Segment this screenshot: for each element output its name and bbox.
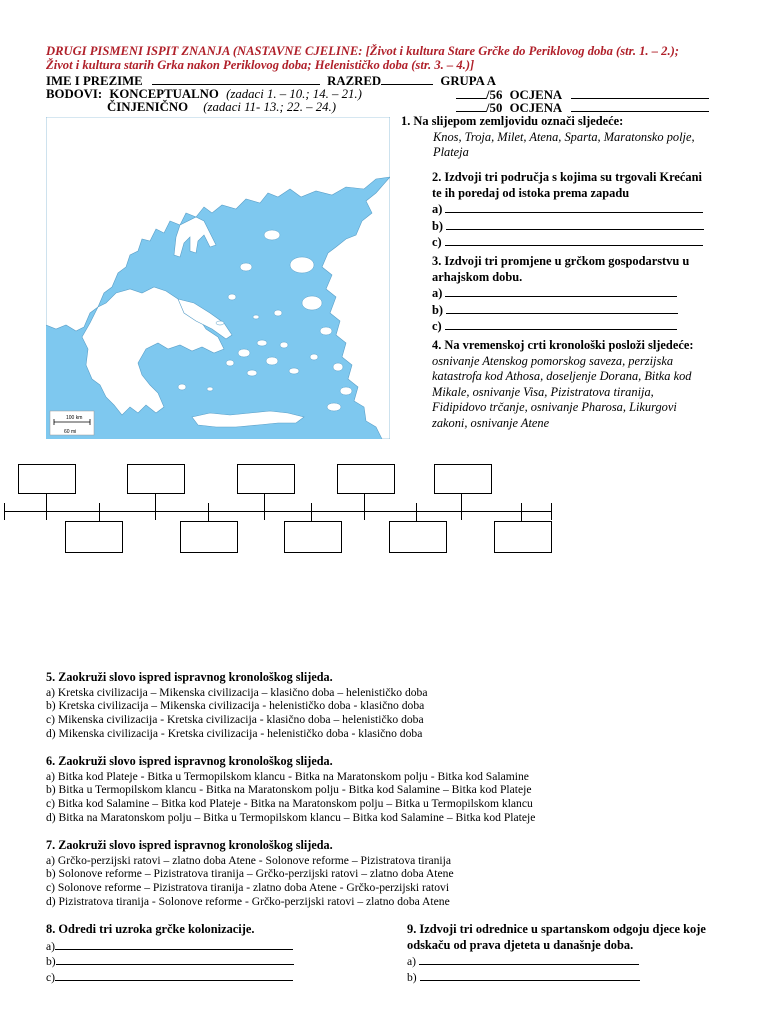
- q5-title: 5. Zaokruži slovo ispred ispravnog kronološkog slijeda.: [46, 670, 333, 684]
- name-label: IME I PREZIME: [46, 74, 143, 88]
- points-row-factual: [107, 100, 336, 115]
- timeline-box-top-1[interactable]: [18, 464, 76, 494]
- timeline-tick: [46, 494, 47, 520]
- conceptual-score-field[interactable]: [456, 87, 486, 99]
- grade-field-2[interactable]: [571, 100, 709, 112]
- timeline-box-bottom-5[interactable]: [494, 521, 552, 553]
- q3-c-field[interactable]: [445, 318, 677, 330]
- timeline: [0, 464, 768, 554]
- timeline-tick: [364, 494, 365, 520]
- class-label: RAZRED: [327, 74, 382, 88]
- q2-a-label: a): [432, 202, 443, 216]
- q7-option-d[interactable]: d) Pizistratova tiranija - Solonove reforme - Grčko-perzijski ratovi – zlatno doba Atene: [46, 894, 450, 908]
- question-2: [432, 170, 732, 251]
- timeline-box-top-3[interactable]: [237, 464, 295, 494]
- q9-title-a: 9. Izdvoji tri odrednice u spartanskom odgoju djece koje: [407, 922, 706, 936]
- q9-b-label: b): [407, 970, 417, 984]
- q8-title: 8. Odredi tri uzroka grčke kolonizacije.: [46, 922, 255, 936]
- question-3: [432, 254, 732, 335]
- q3-b-label: b): [432, 302, 444, 317]
- grade-label-1: OCJENA: [509, 88, 562, 102]
- q9-a-label: a): [407, 955, 417, 968]
- timeline-box-top-5[interactable]: [434, 464, 492, 494]
- q4-items-5: zakoni, osnivanje Atene: [432, 415, 550, 430]
- q2-a-field[interactable]: [445, 201, 703, 213]
- q5-option-b[interactable]: b) Kretska civilizacija – Mikenska civilizacija - helenističko doba - klasično doba: [46, 699, 425, 713]
- timeline-box-bottom-3[interactable]: [284, 521, 342, 553]
- q8-a-field[interactable]: [55, 938, 293, 950]
- timeline-box-bottom-2[interactable]: [180, 521, 238, 553]
- q3-a-field[interactable]: [445, 285, 677, 297]
- q8-b-label: b): [46, 955, 56, 969]
- timeline-tick: [155, 494, 156, 520]
- timeline-axis: [4, 511, 552, 512]
- timeline-box-top-2[interactable]: [127, 464, 185, 494]
- q2-c-field[interactable]: [445, 234, 703, 246]
- header-line-1: DRUGI PISMENI ISPIT ZNANJA (NASTAVNE CJELINE: [Život i kultura Stare Grčke do Periklovog doba (str. 1. – 2.);: [46, 44, 680, 58]
- header-line-2: Život i kultura starih Grka nakon Periklovog doba; Helenističko doba (str. 3. – 4.)]: [46, 58, 475, 72]
- q5-option-d[interactable]: d) Mikenska civilizacija - Kretska civilizacija - helenističko doba - klasično doba: [46, 726, 423, 740]
- factual-label: ČINJENIČNO: [107, 100, 189, 114]
- question-4: [432, 338, 732, 431]
- q3-title-a: 3. Izdvoji tri promjene u grčkom gospodarstvu u: [432, 254, 690, 268]
- timeline-tick: [416, 503, 417, 523]
- factual-score: /50: [486, 101, 503, 115]
- q9-a-field[interactable]: [419, 953, 639, 965]
- timeline-box-bottom-4[interactable]: [389, 521, 447, 553]
- question-7: [46, 838, 726, 909]
- timeline-tick: [264, 494, 265, 520]
- q8-b-field[interactable]: [56, 953, 294, 965]
- q8-c-field[interactable]: [55, 969, 293, 981]
- q7-title: 7. Zaokruži slovo ispred ispravnog kronološkog slijeda.: [46, 838, 333, 852]
- q4-items-4: Fidipidovo trčanje, osnivanje Pharosa, Likurgovi: [432, 400, 677, 414]
- timeline-tick: [4, 503, 5, 520]
- group-label: GRUPA A: [440, 74, 496, 88]
- q4-items-1: osnivanje Atenskog pomorskog saveza, perzijska: [432, 353, 674, 368]
- q7-option-a[interactable]: a) Grčko-perzijski ratovi – zlatno doba Atene - Solonove reforme – Pizistratova tiranija: [46, 853, 452, 867]
- q2-title-b: te ih poredaj od istoka prema zapadu: [432, 185, 630, 200]
- q6-option-c[interactable]: c) Bitka kod Salamine – Bitka kod Plateje - Bitka na Maratonskom polju – Bitka u Termopilskom klancu: [46, 797, 533, 811]
- scale-mi: 60 mi: [64, 429, 77, 435]
- q5-option-a[interactable]: a) Kretska civilizacija – Mikenska civilizacija – klasično doba – helenističko doba: [46, 685, 428, 699]
- q8-a-label: a): [46, 939, 56, 953]
- exam-header: [46, 44, 736, 72]
- conceptual-score: /56: [486, 88, 503, 102]
- timeline-box-top-4[interactable]: [337, 464, 395, 494]
- timeline-tick: [99, 503, 100, 523]
- q5-option-c[interactable]: c) Mikenska civilizacija - Kretska civilizacija - klasično doba – helenističko doba: [46, 713, 424, 727]
- q4-items-2: katastrofa kod Athosa, doseljenje Dorana, Bitka kod: [432, 369, 692, 383]
- q9-b-field[interactable]: [420, 969, 640, 981]
- class-field[interactable]: [381, 73, 433, 85]
- conceptual-label: KONCEPTUALNO: [109, 87, 219, 101]
- q3-c-label: c): [432, 319, 442, 333]
- name-field[interactable]: [152, 73, 320, 85]
- q2-c-label: c): [432, 235, 442, 249]
- q6-option-b[interactable]: b) Bitka u Termopilskom klancu - Bitka na Maratonskom polju - Bitka kod Salamine – Bitka kod Plateje: [46, 783, 532, 797]
- timeline-tick: [551, 503, 552, 520]
- question-1: [401, 114, 721, 161]
- question-9: [407, 922, 747, 985]
- timeline-tick: [521, 503, 522, 523]
- conceptual-tasks: (zadaci 1. – 10.; 14. – 21.): [226, 87, 362, 101]
- factual-score-field[interactable]: [456, 100, 486, 112]
- factual-tasks: (zadaci 11- 13.; 22. – 24.): [203, 100, 336, 114]
- q1-title: 1. Na slijepom zemljovidu označi sljedeće:: [401, 114, 624, 128]
- q1-items: Knos, Troja, Milet, Atena, Sparta, Maratonsko polje, Plateja: [433, 129, 695, 159]
- question-8: [46, 922, 346, 985]
- blind-map[interactable]: [46, 117, 390, 439]
- timeline-tick: [461, 494, 462, 520]
- q7-option-b[interactable]: b) Solonove reforme – Pizistratova tiranija – Grčko-perzijski ratovi – zlatno doba Atene: [46, 867, 454, 881]
- q7-option-c[interactable]: c) Solonove reforme – Pizistratova tiranija - zlatno doba Atene - Grčko-perzijski ratovi: [46, 881, 450, 895]
- q4-items-3: Mikale, osnivanje Visa, Pizistratova tiranija,: [432, 384, 654, 399]
- q9-title-b: odskaču od prava djeteta u današnje doba.: [407, 937, 634, 952]
- scale-km: 100 km: [66, 415, 83, 421]
- q2-b-field[interactable]: [446, 218, 704, 230]
- q2-title-a: 2. Izdvoji tri područja s kojima su trgovali Krećani: [432, 170, 702, 184]
- timeline-tick: [208, 503, 209, 523]
- q3-a-label: a): [432, 286, 443, 300]
- q4-title: 4. Na vremenskoj crti kronološki posloži sljedeće:: [432, 338, 694, 352]
- timeline-box-bottom-1[interactable]: [65, 521, 123, 553]
- q6-option-a[interactable]: a) Bitka kod Plateje - Bitka u Termopilskom klancu - Bitka na Maratonskom polju - Bitka kod Salamine: [46, 769, 529, 783]
- question-6: [46, 754, 726, 825]
- q6-option-d[interactable]: d) Bitka na Maratonskom polju – Bitka u Termopilskom klancu – Bitka kod Salamine – Bitka kod Plateje: [46, 810, 536, 824]
- grade-field-1[interactable]: [571, 87, 709, 99]
- points-label: BODOVI:: [46, 87, 103, 101]
- q3-b-field[interactable]: [446, 302, 678, 314]
- map-scale-bar: [50, 411, 94, 435]
- grade-label-2: OCJENA: [509, 101, 562, 115]
- q8-c-label: c): [46, 971, 56, 985]
- q6-title: 6. Zaokruži slovo ispred ispravnog kronološkog slijeda.: [46, 754, 333, 768]
- timeline-tick: [311, 503, 312, 523]
- q2-b-label: b): [432, 218, 444, 233]
- question-5: [46, 670, 726, 741]
- q3-title-b: arhajskom dobu.: [432, 269, 523, 284]
